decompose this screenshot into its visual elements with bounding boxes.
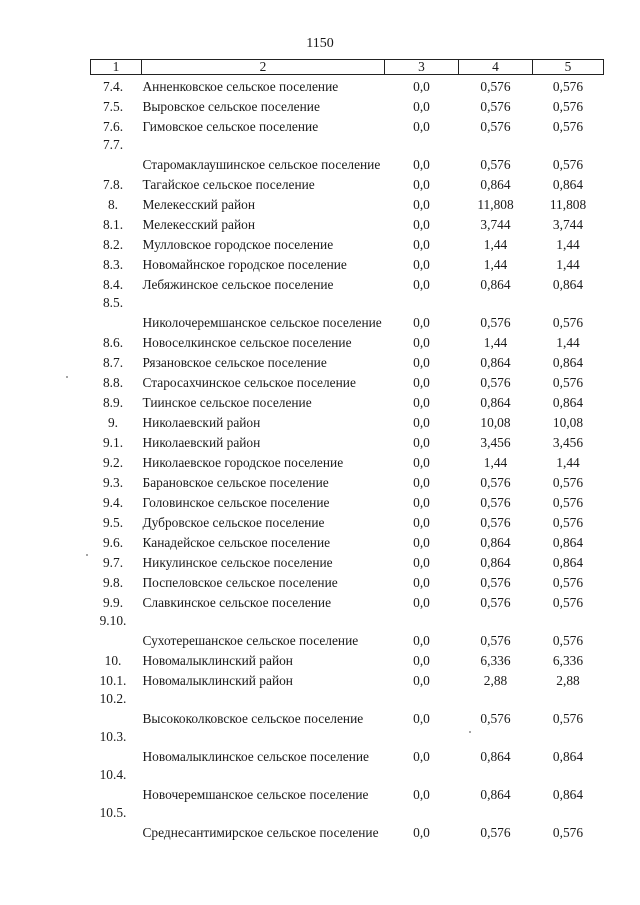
row-name: Сухотерешанское сельское поселение bbox=[142, 633, 359, 648]
row-value-3: 0,0 bbox=[413, 375, 430, 390]
row-value-3: 0,0 bbox=[413, 355, 430, 370]
row-value-3: 0,0 bbox=[413, 315, 430, 330]
row-value-5: 1,44 bbox=[556, 335, 580, 350]
table-row bbox=[91, 253, 604, 273]
row-value-3: 0,0 bbox=[413, 711, 430, 726]
row-value-4: 11,808 bbox=[477, 197, 514, 212]
row-value-4: 0,576 bbox=[480, 315, 511, 330]
row-name: Новочеремшанское сельское поселение bbox=[142, 787, 369, 802]
row-number: 7.8. bbox=[102, 177, 124, 192]
row-name: Лебяжинское сельское поселение bbox=[142, 277, 334, 292]
table-row bbox=[91, 173, 604, 193]
row-name: Выровское сельское поселение bbox=[142, 99, 320, 114]
row-number: 7.5. bbox=[102, 99, 124, 114]
row-number: 9.9. bbox=[102, 595, 124, 610]
row-value-4: 0,576 bbox=[480, 375, 511, 390]
table-row bbox=[91, 431, 604, 451]
row-value-4: 0,576 bbox=[480, 825, 511, 840]
row-value-4: 0,576 bbox=[480, 495, 511, 510]
row-name: Мелекесский район bbox=[142, 197, 255, 212]
row-number: 9.4. bbox=[102, 495, 124, 510]
row-value-5: 3,456 bbox=[552, 435, 584, 450]
row-value-4: 0,864 bbox=[480, 749, 511, 764]
column-header-1: 1 bbox=[91, 60, 142, 75]
table-row bbox=[91, 233, 604, 253]
row-value-5: 0,864 bbox=[552, 277, 584, 292]
row-value-5: 0,576 bbox=[552, 119, 584, 134]
row-name: Гимовское сельское поселение bbox=[142, 119, 319, 134]
row-value-3: 0,0 bbox=[413, 555, 430, 570]
row-name: Новомалыклинское сельское поселение bbox=[142, 749, 370, 764]
table-body bbox=[91, 75, 604, 842]
row-number: 8.5. bbox=[102, 295, 124, 310]
row-number: 9.8. bbox=[102, 575, 124, 590]
row-value-3: 0,0 bbox=[413, 99, 430, 114]
row-value-4: 0,864 bbox=[480, 555, 511, 570]
row-name: Николаевский район bbox=[142, 415, 261, 430]
row-value-5: 0,576 bbox=[552, 495, 584, 510]
row-value-5: 0,864 bbox=[552, 555, 584, 570]
row-number: 8.8. bbox=[102, 375, 124, 390]
row-value-3: 0,0 bbox=[413, 825, 430, 840]
column-header-2: 2 bbox=[142, 60, 385, 75]
row-name: Старомаклаушинское сельское поселение bbox=[142, 157, 381, 172]
table-row bbox=[91, 689, 604, 727]
row-value-4: 1,44 bbox=[483, 455, 508, 470]
row-value-5: 0,576 bbox=[552, 475, 584, 490]
table-row bbox=[91, 451, 604, 471]
row-number: 7.4. bbox=[102, 79, 124, 94]
row-value-5: 0,864 bbox=[552, 787, 584, 802]
row-number: 9. bbox=[107, 415, 119, 430]
row-name: Новомайнское городское поселение bbox=[142, 257, 347, 272]
row-number: 8.2. bbox=[102, 237, 124, 252]
row-name: Головинское сельское поселение bbox=[142, 495, 330, 510]
row-name: Поспеловское сельское поселение bbox=[142, 575, 338, 590]
row-value-3: 0,0 bbox=[413, 217, 430, 232]
row-name: Новомалыклинский район bbox=[142, 673, 293, 688]
row-number: 10. bbox=[104, 653, 122, 668]
row-value-5: 1,44 bbox=[556, 455, 580, 470]
table-row bbox=[91, 75, 604, 96]
table-row bbox=[91, 727, 604, 765]
row-value-5: 0,576 bbox=[552, 315, 584, 330]
row-value-5: 0,864 bbox=[552, 749, 584, 764]
column-header-5: 5 bbox=[533, 60, 604, 75]
row-value-4: 2,88 bbox=[483, 673, 508, 688]
row-value-4: 0,864 bbox=[480, 535, 511, 550]
table-row bbox=[91, 611, 604, 649]
table-row bbox=[91, 193, 604, 213]
row-number: 10.4. bbox=[99, 767, 127, 782]
table-row bbox=[91, 371, 604, 391]
table-row bbox=[91, 95, 604, 115]
row-value-3: 0,0 bbox=[413, 177, 430, 192]
row-value-4: 0,576 bbox=[480, 79, 511, 94]
row-value-4: 0,576 bbox=[480, 157, 511, 172]
row-name: Новомалыклинский район bbox=[142, 653, 293, 668]
row-value-4: 0,576 bbox=[480, 515, 511, 530]
row-value-5: 0,864 bbox=[552, 177, 584, 192]
table-row bbox=[91, 351, 604, 371]
row-number: 10.1. bbox=[99, 673, 127, 688]
row-number: 10.3. bbox=[99, 729, 127, 744]
row-number: 10.2. bbox=[99, 691, 127, 706]
row-value-3: 0,0 bbox=[413, 787, 430, 802]
table-row bbox=[91, 213, 604, 233]
row-name: Новоселкинское сельское поселение bbox=[142, 335, 352, 350]
data-table bbox=[90, 59, 604, 841]
row-number: 9.1. bbox=[102, 435, 124, 450]
row-value-5: 0,576 bbox=[552, 157, 584, 172]
row-name: Николаевское городское поселение bbox=[142, 455, 344, 470]
row-name: Старосахчинское сельское поселение bbox=[142, 375, 356, 390]
row-name: Рязановское сельское поселение bbox=[142, 355, 327, 370]
row-value-3: 0,0 bbox=[413, 415, 430, 430]
row-value-3: 0,0 bbox=[413, 197, 430, 212]
row-number: 8.9. bbox=[102, 395, 124, 410]
row-value-4: 10,08 bbox=[480, 415, 511, 430]
row-name: Славкинское сельское поселение bbox=[142, 595, 332, 610]
row-name: Никулинское сельское поселение bbox=[142, 555, 333, 570]
table-row bbox=[91, 511, 604, 531]
scan-speck bbox=[66, 376, 68, 378]
row-value-3: 0,0 bbox=[413, 633, 430, 648]
row-number: 9.3. bbox=[102, 475, 124, 490]
table-row bbox=[91, 411, 604, 431]
row-value-4: 3,744 bbox=[480, 217, 511, 232]
row-value-5: 0,576 bbox=[552, 633, 584, 648]
row-value-4: 0,864 bbox=[480, 277, 511, 292]
table-row bbox=[91, 391, 604, 411]
row-number: 8.4. bbox=[102, 277, 124, 292]
page-number: 1150 bbox=[306, 36, 334, 51]
row-number: 10.5. bbox=[99, 805, 127, 820]
row-value-5: 1,44 bbox=[556, 257, 580, 272]
table-row bbox=[91, 293, 604, 331]
row-number: 8.6. bbox=[102, 335, 124, 350]
row-value-3: 0,0 bbox=[413, 495, 430, 510]
row-value-5: 2,88 bbox=[556, 673, 580, 688]
table-row bbox=[91, 591, 604, 611]
row-value-4: 0,576 bbox=[480, 711, 511, 726]
row-value-5: 0,576 bbox=[552, 79, 584, 94]
table-row bbox=[91, 135, 604, 173]
row-value-4: 0,864 bbox=[480, 177, 511, 192]
row-value-4: 6,336 bbox=[480, 653, 511, 668]
row-value-3: 0,0 bbox=[413, 455, 430, 470]
row-value-3: 0,0 bbox=[413, 157, 430, 172]
row-value-3: 0,0 bbox=[413, 475, 430, 490]
table-row bbox=[91, 649, 604, 669]
row-number: 9.6. bbox=[102, 535, 124, 550]
row-number: 7.6. bbox=[102, 119, 124, 134]
row-value-5: 0,576 bbox=[552, 575, 584, 590]
row-value-3: 0,0 bbox=[413, 575, 430, 590]
row-value-5: 0,864 bbox=[552, 395, 584, 410]
table-row bbox=[91, 531, 604, 551]
row-name: Николаевский район bbox=[142, 435, 261, 450]
row-number: 8.1. bbox=[102, 217, 124, 232]
row-name: Мулловское городское поселение bbox=[142, 237, 334, 252]
row-name: Канадейское сельское поселение bbox=[142, 535, 331, 550]
row-value-3: 0,0 bbox=[413, 335, 430, 350]
row-value-5: 0,576 bbox=[552, 99, 584, 114]
row-value-5: 11,808 bbox=[549, 197, 587, 212]
row-value-4: 0,576 bbox=[480, 475, 511, 490]
table-row bbox=[91, 491, 604, 511]
row-value-4: 0,576 bbox=[480, 99, 511, 114]
row-value-3: 0,0 bbox=[413, 595, 430, 610]
row-name: Дубровское сельское поселение bbox=[142, 515, 325, 530]
row-name: Мелекесский район bbox=[142, 217, 255, 232]
column-header-4: 4 bbox=[459, 60, 533, 75]
row-name: Тагайское сельское поселение bbox=[142, 177, 315, 192]
row-value-5: 3,744 bbox=[552, 217, 584, 232]
row-number: 8.3. bbox=[102, 257, 124, 272]
row-number: 9.5. bbox=[102, 515, 124, 530]
row-value-3: 0,0 bbox=[413, 535, 430, 550]
row-value-5: 1,44 bbox=[556, 237, 580, 252]
row-name: Тиинское сельское поселение bbox=[142, 395, 312, 410]
row-value-3: 0,0 bbox=[413, 119, 430, 134]
row-number: 8. bbox=[107, 197, 119, 212]
row-value-5: 0,576 bbox=[552, 375, 584, 390]
row-value-5: 0,576 bbox=[552, 711, 584, 726]
table-header-row bbox=[91, 60, 604, 75]
row-value-3: 0,0 bbox=[413, 653, 430, 668]
row-value-4: 1,44 bbox=[483, 335, 508, 350]
row-value-4: 0,576 bbox=[480, 633, 511, 648]
row-name: Барановское сельское поселение bbox=[142, 475, 329, 490]
row-number: 9.7. bbox=[102, 555, 124, 570]
row-value-4: 1,44 bbox=[483, 257, 508, 272]
row-number: 9.2. bbox=[102, 455, 124, 470]
row-value-5: 10,08 bbox=[552, 415, 584, 430]
row-value-5: 6,336 bbox=[552, 653, 584, 668]
row-number: 9.10. bbox=[99, 613, 127, 628]
row-name: Среднесантимирское сельское поселение bbox=[142, 825, 379, 840]
row-value-5: 0,576 bbox=[552, 515, 584, 530]
row-name: Высококолковское сельское поселение bbox=[142, 711, 364, 726]
row-value-4: 0,576 bbox=[480, 575, 511, 590]
table-row bbox=[91, 803, 604, 841]
column-header-3: 3 bbox=[385, 60, 459, 75]
row-value-3: 0,0 bbox=[413, 515, 430, 530]
row-name: Анненковское сельское поселение bbox=[142, 79, 339, 94]
row-value-3: 0,0 bbox=[413, 749, 430, 764]
row-value-4: 3,456 bbox=[480, 435, 511, 450]
table-row bbox=[91, 115, 604, 135]
row-value-3: 0,0 bbox=[413, 395, 430, 410]
row-value-4: 0,864 bbox=[480, 395, 511, 410]
row-value-3: 0,0 bbox=[413, 435, 430, 450]
row-value-5: 0,576 bbox=[552, 595, 584, 610]
row-value-4: 0,576 bbox=[480, 119, 511, 134]
row-value-4: 0,864 bbox=[480, 787, 511, 802]
row-value-4: 0,576 bbox=[480, 595, 511, 610]
row-value-3: 0,0 bbox=[413, 673, 430, 688]
table-row bbox=[91, 331, 604, 351]
scan-speck bbox=[86, 554, 88, 556]
row-value-5: 0,864 bbox=[552, 535, 584, 550]
table-row bbox=[91, 765, 604, 803]
table-row bbox=[91, 273, 604, 293]
row-value-3: 0,0 bbox=[413, 277, 430, 292]
row-value-5: 0,576 bbox=[552, 825, 584, 840]
row-value-5: 0,864 bbox=[552, 355, 584, 370]
row-number: 8.7. bbox=[102, 355, 124, 370]
row-value-3: 0,0 bbox=[413, 257, 430, 272]
scan-speck bbox=[469, 731, 471, 733]
table-row bbox=[91, 471, 604, 491]
row-value-3: 0,0 bbox=[413, 79, 430, 94]
table-row bbox=[91, 571, 604, 591]
row-value-4: 1,44 bbox=[483, 237, 508, 252]
row-value-4: 0,864 bbox=[480, 355, 511, 370]
table-row bbox=[91, 669, 604, 689]
row-name: Николочеремшанское сельское поселение bbox=[142, 315, 382, 330]
row-number: 7.7. bbox=[102, 137, 124, 152]
table-row bbox=[91, 551, 604, 571]
row-value-3: 0,0 bbox=[413, 237, 430, 252]
